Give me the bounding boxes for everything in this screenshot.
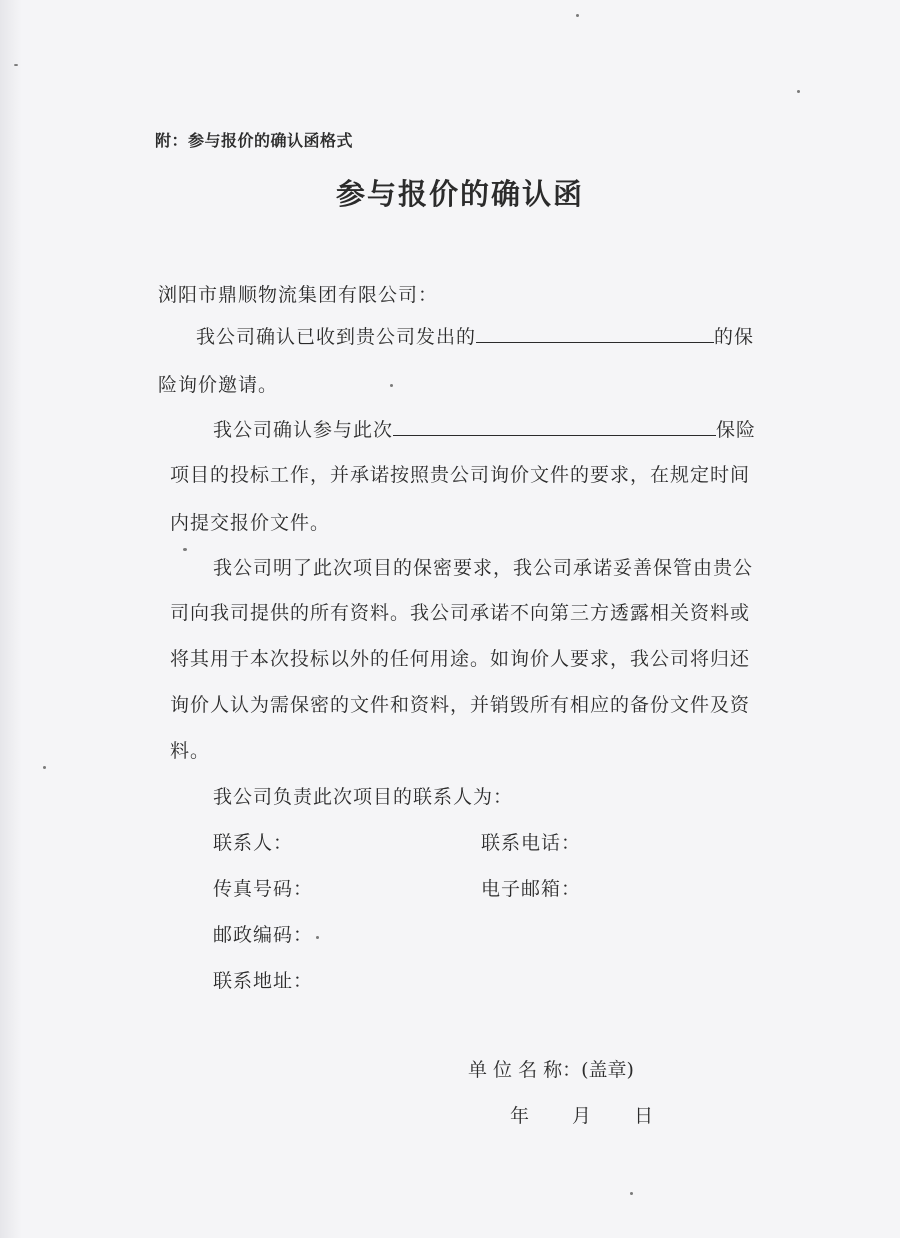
address-label: 联系地址： bbox=[213, 970, 314, 992]
scan-speck bbox=[797, 90, 800, 93]
document-name-blank bbox=[476, 324, 714, 343]
paragraph-1-text-before: 我公司确认已收到贵公司发出的 bbox=[196, 326, 477, 348]
scan-speck bbox=[43, 766, 46, 769]
paragraph-3-line-5: 料。 bbox=[170, 740, 211, 762]
paragraph-3-line-4: 询价人认为需保密的文件和资料，并销毁所有相应的备份文件及资 bbox=[170, 694, 751, 716]
scan-speck bbox=[183, 548, 187, 551]
paragraph-2-line-1 bbox=[213, 415, 756, 442]
paragraph-2-line-3: 内提交报价文件。 bbox=[170, 512, 331, 534]
contact-intro: 我公司负责此次项目的联系人为： bbox=[213, 786, 514, 808]
document-title: 参与报价的确认函 bbox=[335, 177, 584, 211]
contact-person-label: 联系人： bbox=[213, 832, 294, 854]
unit-name-seal: 单 位 名 称：(盖章) bbox=[468, 1059, 634, 1081]
paragraph-2-text-before: 我公司确认参与此次 bbox=[213, 419, 394, 441]
paragraph-1-text-after: 的保 bbox=[714, 326, 755, 348]
paragraph-1-line-1 bbox=[196, 322, 754, 349]
scan-speck bbox=[390, 384, 393, 387]
scan-speck bbox=[14, 64, 18, 66]
paragraph-2-text-after: 保险 bbox=[716, 419, 757, 441]
project-name-blank bbox=[393, 417, 716, 436]
addressee: 浏阳市鼎顺物流集团有限公司： bbox=[158, 284, 439, 306]
paragraph-3-line-1: 我公司明了此次项目的保密要求，我公司承诺妥善保管由贵公 bbox=[213, 557, 754, 579]
postal-code-label: 邮政编码： bbox=[213, 924, 314, 946]
paragraph-1-line-2: 险询价邀请。 bbox=[158, 374, 279, 396]
fax-label: 传真号码： bbox=[213, 878, 314, 900]
scan-speck bbox=[576, 14, 579, 17]
paragraph-3-line-2: 司向我司提供的所有资料。我公司承诺不向第三方透露相关资料或 bbox=[170, 602, 751, 624]
scan-speck bbox=[630, 1192, 633, 1195]
email-label: 电子邮箱： bbox=[481, 878, 582, 900]
signature-date: 年 月 日 bbox=[510, 1105, 660, 1127]
phone-label: 联系电话： bbox=[481, 832, 582, 854]
scan-speck bbox=[316, 936, 319, 939]
paragraph-2-line-2: 项目的投标工作，并承诺按照贵公司询价文件的要求，在规定时间 bbox=[170, 464, 751, 486]
paragraph-3-line-3: 将其用于本次投标以外的任何用途。如询价人要求，我公司将归还 bbox=[170, 648, 751, 670]
attachment-label: 附：参与报价的确认函格式 bbox=[155, 131, 354, 150]
